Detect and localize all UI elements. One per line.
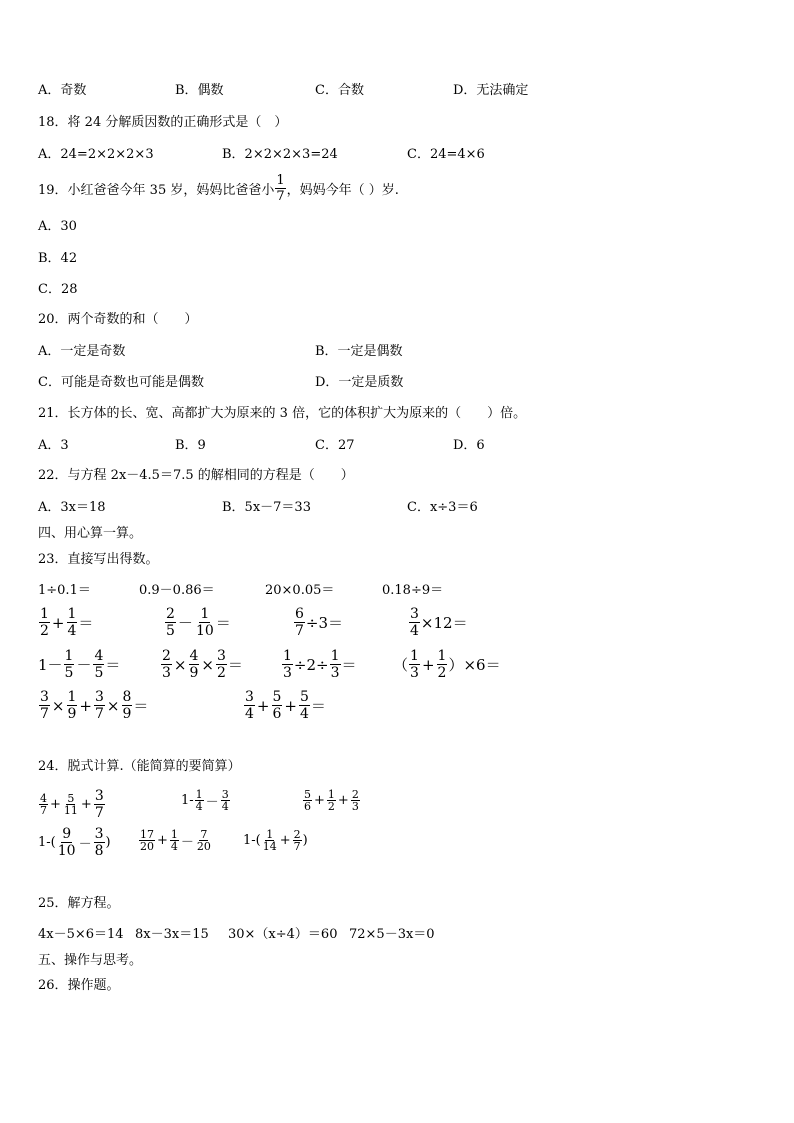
- q22-option-a: A．3x＝18: [38, 500, 106, 515]
- q23-calc-4: 0.18÷9＝: [382, 583, 444, 598]
- q20-option-d: D．一定是质数: [315, 375, 404, 390]
- q25-equation-2: 8x－3x＝15: [135, 927, 209, 942]
- q21-option-c: C．27: [315, 438, 355, 453]
- q17-option-d: D．无法确定: [453, 83, 529, 98]
- q19-option-c: C．28: [38, 282, 78, 297]
- q23-calc-8: $\frac{3}{4}$ ×12＝: [410, 606, 468, 639]
- q25-equation-3: 30×（x÷4）＝60: [228, 927, 338, 942]
- q24-calc-6: 1-( $\frac{1}{14}$ + $\frac{2}{7}$ ): [243, 828, 308, 853]
- q23-calc-2: 0.9－0.86＝: [139, 583, 215, 598]
- q26-stem: 26．操作题。: [38, 978, 120, 993]
- q19-option-a: A．30: [38, 219, 77, 234]
- q23-calc-10: $\frac{2}{3}$ × $\frac{4}{9}$ × $\frac{3}{2}$ ＝: [162, 648, 243, 681]
- q23-calc-12: （ $\frac{1}{3}$ + $\frac{1}{2}$ ） ×6＝: [393, 648, 501, 681]
- q23-calc-13: $\frac{3}{7}$ × $\frac{1}{9}$ + $\frac{3}{7}$ × $\frac{8}{9}$ ＝: [40, 689, 149, 722]
- q24-calc-4: 1-( $\frac{9}{10}$ － $\frac{3}{8}$ ): [38, 826, 111, 859]
- q24-calc-3: $\frac{5}{6}$ + $\frac{1}{2}$ + $\frac{2}{3}$: [304, 788, 359, 813]
- q20-option-b: B．一定是偶数: [315, 344, 403, 359]
- q23-stem: 23．直接写出得数。: [38, 552, 159, 567]
- q19-stem-tail: ，妈妈今年（ ）岁.: [286, 183, 399, 198]
- q24-stem: 24．脱式计算.（能简算的要简算）: [38, 759, 241, 774]
- q18-option-a: A．24=2×2×2×3: [38, 147, 154, 162]
- q17-option-a: A．奇数: [38, 83, 87, 98]
- q20-option-a: A．一定是奇数: [38, 344, 126, 359]
- q24-calc-2: 1- $\frac{1}{4}$ － $\frac{3}{4}$: [181, 788, 229, 813]
- q19-option-b: B．42: [38, 251, 78, 266]
- q25-equation-1: 4x－5×6＝14: [38, 927, 124, 942]
- q17-option-c: C．合数: [315, 83, 364, 98]
- q22-stem: 22．与方程 2x－4.5＝7.5 的解相同的方程是（ ）: [38, 468, 354, 483]
- q18-stem: 18．将 24 分解质因数的正确形式是（ ）: [38, 115, 288, 130]
- q21-option-a: A．3: [38, 438, 69, 453]
- q21-option-b: B．9: [175, 438, 206, 453]
- q23-calc-1: 1÷0.1＝: [38, 583, 91, 598]
- q23-calc-11: $\frac{1}{3}$ ÷2÷ $\frac{1}{3}$ ＝: [283, 648, 357, 681]
- q23-calc-5: $\frac{1}{2}$ + $\frac{1}{4}$ ＝: [40, 606, 94, 639]
- q18-option-c: C．24=4×6: [407, 147, 485, 162]
- q24-calc-5: $\frac{17}{20}$ + $\frac{1}{4}$ － $\frac{7}{20}$: [140, 828, 211, 853]
- q23-calc-7: $\frac{6}{7}$ ÷3＝: [295, 606, 344, 639]
- q23-calc-6: $\frac{2}{5}$ － $\frac{1}{10}$ ＝: [166, 606, 231, 639]
- q23-calc-9: 1－ $\frac{1}{5}$ － $\frac{4}{5}$ ＝: [38, 648, 121, 681]
- q19-fraction: $\frac{1}{7}$: [276, 173, 285, 204]
- q23-calc-3: 20×0.05＝: [265, 583, 335, 598]
- q19-stem-text: 19．小红爸爸今年 35 岁，妈妈比爸爸小: [38, 183, 275, 198]
- q25-equation-4: 72×5－3x＝0: [349, 927, 435, 942]
- q19-stem: [38, 174, 399, 203]
- q23-calc-14: $\frac{3}{4}$ + $\frac{5}{6}$ + $\frac{5}{4}$ ＝: [245, 689, 326, 722]
- q22-option-b: B．5x－7＝33: [222, 500, 311, 515]
- q17-option-b: B．偶数: [175, 83, 224, 98]
- q21-stem: 21．长方体的长、宽、高都扩大为原来的 3 倍，它的体积扩大为原来的（ ）倍。: [38, 406, 527, 421]
- section-4-heading: 四、用心算一算。: [38, 526, 143, 541]
- section-5-heading: 五、操作与思考。: [38, 953, 143, 968]
- q18-option-b: B．2×2×2×3=24: [222, 147, 338, 162]
- q20-option-c: C．可能是奇数也可能是偶数: [38, 375, 204, 390]
- q24-calc-1: $\frac{4}{7}$ + $\frac{5}{11}$ + $\frac{3}{7}$: [40, 788, 104, 821]
- q21-option-d: D．6: [453, 438, 485, 453]
- q25-stem: 25．解方程。: [38, 896, 120, 911]
- q20-stem: 20．两个奇数的和（ ）: [38, 312, 198, 327]
- q22-option-c: C．x÷3＝6: [407, 500, 478, 515]
